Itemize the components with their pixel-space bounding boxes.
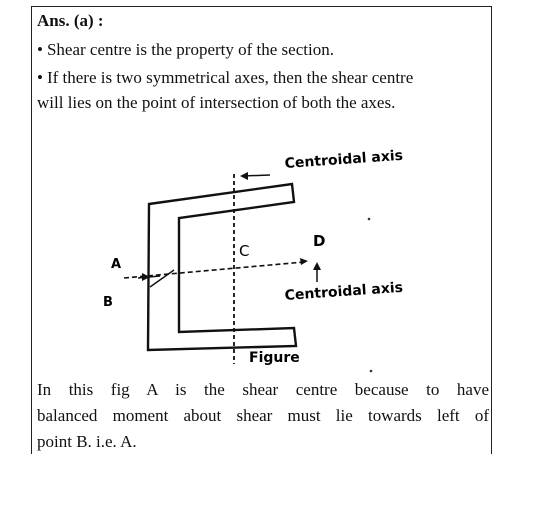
horizontal-centroidal-axis: [124, 262, 304, 278]
channel-section-figure: [32, 132, 491, 377]
centroidal-axis-mid-label: Centroidal axis: [284, 279, 404, 304]
channel-section-outline: [148, 184, 296, 350]
bullet-icon: •: [37, 68, 43, 87]
answer-heading: Ans. (a) :: [37, 11, 104, 30]
bullet-shear-centre-property: [37, 40, 334, 60]
bullet-text: If there is two symmetrical axes, then the shear centre: [46, 68, 414, 87]
point-a-label: A: [111, 257, 122, 272]
answer-card: [31, 6, 492, 454]
top-label-arrowhead: [240, 172, 248, 180]
bullet-icon: •: [37, 40, 43, 59]
d-arrowhead: [300, 258, 308, 265]
figure-caption: Figure: [249, 350, 300, 366]
explanation-line: In this fig A is the shear centre because to have: [37, 380, 489, 399]
stray-dot: [370, 370, 373, 373]
mid-label-arrowhead: [313, 262, 321, 270]
point-b-label: B: [103, 295, 113, 310]
point-c-label: C: [239, 242, 250, 260]
centroidal-axis-top-label: Centroidal axis: [284, 147, 404, 172]
b-marker-line: [150, 270, 174, 287]
point-d-label: D: [313, 232, 326, 250]
bullet-text: Shear centre is the property of the section.: [46, 40, 334, 59]
explanation-paragraph: [37, 377, 489, 455]
bullet-symmetrical-axes: [37, 68, 413, 88]
bullet-continuation: will lies on the point of intersection of both the axes.: [37, 93, 396, 112]
stray-dot: [368, 218, 371, 221]
explanation-line: balanced moment about shear must lie towards left of: [37, 406, 489, 425]
explanation-line: point B. i.e. A.: [37, 432, 137, 451]
